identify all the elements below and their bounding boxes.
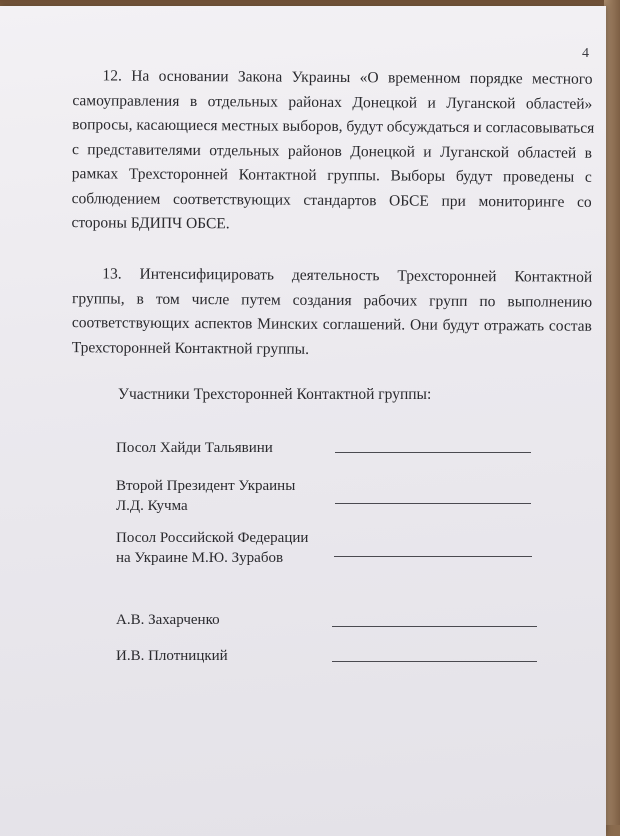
paragraph-12-line: вопросы, касающиеся местных выборов, будут обсуждаться и согласовываться [72, 116, 595, 137]
signatory-name: Второй Президент Украины [116, 478, 296, 494]
paragraph-12-line: с представителями отдельных районов Донецкой и Луганской областей в [71, 140, 593, 162]
signatory-zakharchenko [116, 610, 220, 630]
table-surface-right [604, 0, 620, 825]
paragraph-13-line: 13. Интенсифицировать деятельность Трехсторонней Контактной [102, 265, 593, 286]
page-number: 4 [582, 46, 589, 61]
signatory-name: на Украине М.Ю. Зурабов [116, 550, 284, 566]
signatory-name: А.В. Захарченко [116, 612, 220, 628]
signature-line [335, 452, 531, 453]
paragraph-13-line: Трехсторонней Контактной группы. [71, 338, 310, 358]
paragraph-12-line: 12. На основании Закона Украины «О временном порядке местного [102, 67, 593, 88]
document-page [0, 6, 606, 836]
paragraph-13 [72, 262, 593, 364]
signatory-name: Посол Российской Федерации [116, 530, 309, 546]
signature-line [334, 556, 532, 557]
paragraph-12 [71, 64, 595, 239]
signatory-plotnitsky [116, 646, 228, 666]
participants-heading: Участники Трехсторонней Контактной группы: [118, 386, 432, 403]
paragraph-12-line: рамках Трехсторонней Контактной группы. Выборы будут проведены с [71, 165, 592, 186]
signatory-zurabov [116, 528, 308, 568]
paragraph-13-line: соответствующих аспектов Минских соглашений. Они будут отражать состав [71, 314, 592, 335]
signatory-name: Посол Хайди Тальявини [116, 440, 273, 456]
paragraph-12-line: самоуправления в отдельных районах Донецкой и Луганской областей» [72, 91, 593, 113]
signature-line [332, 661, 537, 662]
signatory-tagliavini [116, 438, 273, 458]
paragraph-13-line: группы, в том числе путем создания рабочих групп по выполнению [72, 289, 593, 311]
paragraph-12-line: стороны БДИПЧ ОБСЕ. [71, 214, 230, 233]
signatory-kuchma [116, 476, 295, 516]
signature-line [332, 626, 537, 627]
signature-line [335, 503, 531, 504]
signatory-name: И.В. Плотницкий [116, 648, 228, 664]
paragraph-12-line: соблюдением соответствующих стандартов ОБСЕ при мониторинге со [71, 189, 592, 211]
signatory-name: Л.Д. Кучма [116, 498, 188, 514]
